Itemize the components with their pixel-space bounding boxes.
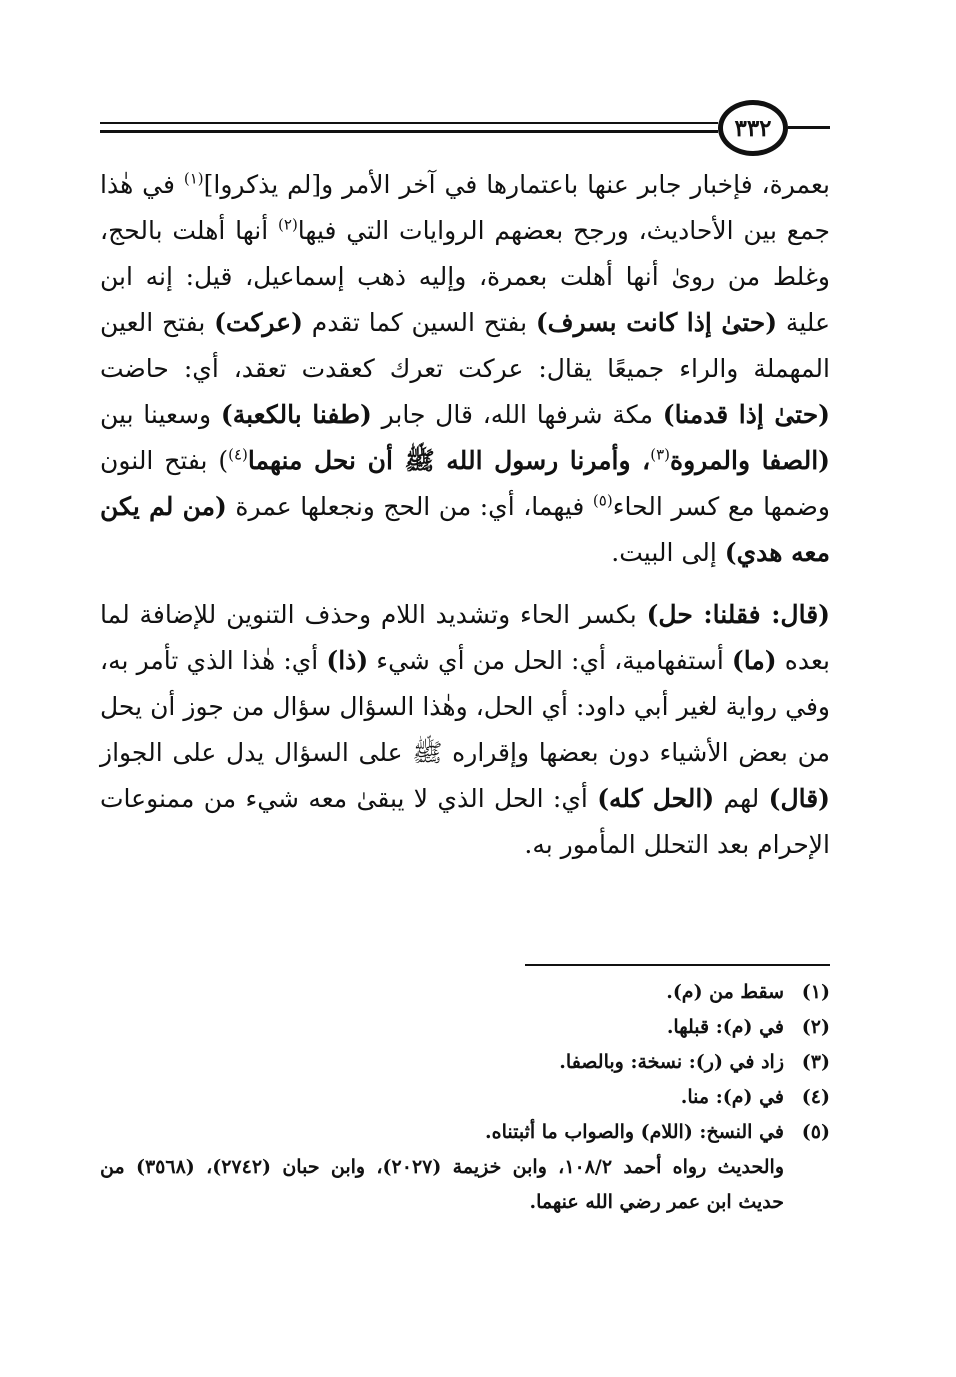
paragraph-1 bbox=[100, 162, 830, 576]
page-header bbox=[100, 100, 830, 160]
commentary-text: في هٰذا جمع بين الأحاديث، ورجح بعضهم الروايات التي فيها bbox=[100, 170, 830, 245]
quoted-hadith-text: ، وأمرنا رسول الله ﷺ أن نحل منهما bbox=[247, 446, 651, 475]
commentary-text: بفتح العين المهملة والراء جميعًا يقال: عركت تعرك كعقدت تعقد، أي: حاضت bbox=[100, 308, 830, 383]
footnote-marker: (٣) bbox=[650, 445, 671, 464]
footnote-marker: (٤) bbox=[228, 445, 248, 464]
quoted-hadith-text: (حتىٰ إذا كانت بسرف) bbox=[535, 308, 778, 337]
main-text bbox=[100, 162, 830, 868]
page-number: ٣٣٢ bbox=[718, 100, 788, 156]
quoted-hadith-text: (ما) bbox=[731, 646, 777, 675]
footnote-text: في (م): منا. bbox=[680, 1086, 784, 1108]
quoted-hadith-text: (الصفا والمروة bbox=[670, 446, 830, 475]
footnotes bbox=[100, 975, 830, 1220]
footnote-1 bbox=[100, 975, 830, 1010]
footnote-number: (١) bbox=[801, 981, 830, 1003]
footnote-text: في (م): قبلها. bbox=[666, 1016, 784, 1038]
commentary-text: بكسر الحاء وتشديد اللام وحذف التنوين للإضافة لما بعده bbox=[100, 600, 830, 675]
quoted-hadith-text: (قال: فقلنا: حل) bbox=[646, 600, 830, 629]
footnote-2 bbox=[100, 1010, 830, 1045]
footnote-marker: (٥) bbox=[592, 491, 613, 510]
footnote-number: (٤) bbox=[801, 1086, 830, 1108]
commentary-text: إلى البيت. bbox=[611, 538, 725, 567]
footnote-separator bbox=[525, 964, 830, 966]
quoted-hadith-text: (حتىٰ إذا قدمنا) bbox=[662, 400, 830, 429]
header-rule-top bbox=[100, 122, 718, 124]
commentary-text: أستفهامية، أي: الحل من أي شيء bbox=[368, 646, 732, 675]
footnote-continuation: والحديث رواه أحمد ١٠٨/٢، وابن خزيمة (٢٠٢٧)، وابن حبان (٢٧٤٢)، (٣٥٦٨) من حديث ابن عمر رضي الله عنهما. bbox=[100, 1156, 785, 1213]
quoted-hadith-text: (الحل كله) bbox=[597, 784, 715, 813]
quoted-hadith-text: (من لم يكن معه هدي) bbox=[100, 492, 830, 567]
quoted-hadith-text: (قال) bbox=[768, 784, 830, 813]
footnote-number: (٣) bbox=[801, 1051, 830, 1073]
commentary-text: لهم bbox=[714, 784, 769, 813]
footnote-text: زاد في (ر): نسخة: وبالصفا. bbox=[559, 1051, 784, 1073]
quoted-hadith-text: (ذا) bbox=[326, 646, 369, 675]
quoted-hadith-text: (عركت) bbox=[214, 308, 303, 337]
header-rule-bottom bbox=[100, 130, 718, 133]
footnote-3 bbox=[100, 1045, 830, 1080]
footnote-text: سقط من (م). bbox=[666, 981, 784, 1003]
commentary-text: بفتح السين كما تقدم bbox=[302, 308, 536, 337]
commentary-text: مكة شرفها الله، قال جابر bbox=[371, 400, 663, 429]
footnote-5 bbox=[100, 1115, 830, 1150]
commentary-text: أي: الحل الذي لا يبقىٰ معه شيء من ممنوعات الإحرام بعد التحلل المأمور به. bbox=[100, 784, 830, 859]
commentary-text: أنها أهلت بالحج، وغلط من روىٰ أنها أهلت بعمرة، وإليه ذهب إسماعيل، قيل: إنه ابن علية bbox=[100, 216, 830, 337]
footnote-4 bbox=[100, 1080, 830, 1115]
commentary-text: فيهما، أي: من الحج ونجعلها عمرة bbox=[226, 492, 593, 521]
commentary-text: أي: هٰذا الذي تأمر به، وفي رواية لغير أبي داود: أي الحل، وهٰذا السؤال سؤال من جوز أن يحل من بعض الأشياء دون بعضها وإقراره ﷺ على السؤال يدل على الجواز bbox=[100, 646, 830, 767]
paragraph-2 bbox=[100, 592, 830, 868]
footnote-marker: (٢) bbox=[278, 215, 298, 234]
quoted-hadith-text: (طفنا بالكعبة) bbox=[220, 400, 372, 429]
commentary-text: بعمرة، فإخبار جابر عنها باعتمارها في آخر الأمر و[لم يذكروا] bbox=[203, 170, 830, 199]
footnote-number: (٢) bbox=[801, 1016, 830, 1038]
footnote-text: في النسخ: (اللام) والصواب ما أثبتناه. bbox=[485, 1121, 784, 1143]
commentary-text: ) بفتح النون وضمها مع كسر الحاء bbox=[100, 446, 830, 521]
commentary-text: وسعينا بين bbox=[100, 400, 221, 429]
header-rule-right bbox=[788, 126, 830, 129]
footnote-marker: (١) bbox=[183, 169, 204, 188]
footnote-number: (٥) bbox=[801, 1121, 830, 1143]
